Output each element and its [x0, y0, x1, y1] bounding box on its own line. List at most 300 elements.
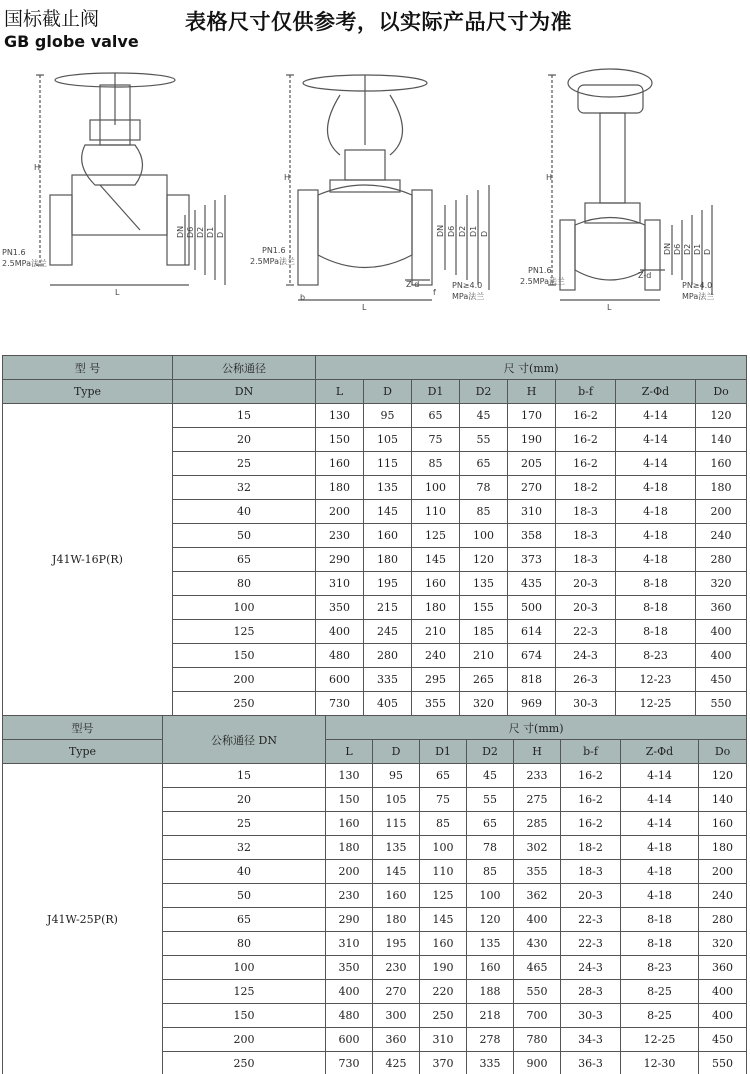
dn-cell: 32 [163, 836, 326, 860]
dimension-cell: 550 [696, 692, 747, 716]
dimension-cell: 8-23 [616, 644, 696, 668]
dimension-cell: 350 [316, 596, 364, 620]
dimension-cell: 30-3 [556, 692, 616, 716]
dimension-cell: 65 [420, 764, 467, 788]
dimension-cell: 135 [467, 932, 514, 956]
header-model-cn: 型号 [3, 716, 163, 740]
dimension-cell: 100 [460, 524, 508, 548]
dim-label-l-3: L [607, 303, 612, 312]
dimension-cell: 100 [467, 884, 514, 908]
dimension-cell: 130 [326, 764, 373, 788]
table-row [3, 404, 747, 428]
dimension-cell: 200 [326, 860, 373, 884]
dimension-cell: 450 [696, 668, 747, 692]
pn-low-label-2: 2.5MPa法兰 [2, 259, 47, 268]
dimension-cell: 22-3 [556, 620, 616, 644]
dn-cell: 50 [173, 524, 316, 548]
dimension-cell: 65 [460, 452, 508, 476]
dim-label-d2-2: D2 [458, 225, 467, 237]
dimension-cell: 160 [420, 932, 467, 956]
dimension-cell: 180 [699, 836, 747, 860]
dimension-cell: 240 [696, 524, 747, 548]
dimension-cell: 190 [508, 428, 556, 452]
dimension-cell: 75 [420, 788, 467, 812]
pn-low-label-6: 2.5MPa法兰 [520, 277, 565, 286]
column-header: D1 [412, 380, 460, 404]
dimension-cell: 4-18 [621, 884, 699, 908]
dimension-cell: 310 [316, 572, 364, 596]
dimension-cell: 310 [326, 932, 373, 956]
dimension-cell: 12-25 [621, 1028, 699, 1052]
column-header: Z-Φd [621, 740, 699, 764]
pn-low-label-3: PN1.6 [262, 246, 286, 255]
dimension-cell: 125 [412, 524, 460, 548]
dimension-cell: 360 [696, 596, 747, 620]
dimension-cell: 120 [467, 908, 514, 932]
dimension-cell: 160 [373, 884, 420, 908]
dimension-cell: 360 [699, 956, 747, 980]
column-header: b-f [556, 380, 616, 404]
dim-label-l: L [115, 288, 120, 297]
dimension-cell: 400 [699, 1004, 747, 1028]
dimension-cell: 310 [508, 500, 556, 524]
dimension-cell: 818 [508, 668, 556, 692]
dimension-cell: 8-18 [616, 572, 696, 596]
dimension-cell: 160 [412, 572, 460, 596]
dn-cell: 20 [163, 788, 326, 812]
dimension-cell: 160 [699, 812, 747, 836]
dimension-cell: 120 [460, 548, 508, 572]
dimension-cell: 16-2 [561, 788, 621, 812]
dimension-cell: 160 [316, 452, 364, 476]
dimension-cell: 16-2 [556, 404, 616, 428]
dim-label-h: H [34, 163, 41, 172]
dimension-cell: 270 [373, 980, 420, 1004]
dimension-cell: 78 [460, 476, 508, 500]
dimension-cell: 12-25 [616, 692, 696, 716]
column-header: D1 [420, 740, 467, 764]
column-header: L [316, 380, 364, 404]
dimension-cell: 430 [514, 932, 561, 956]
dimension-cell: 370 [420, 1052, 467, 1074]
dimension-cell: 18-3 [556, 500, 616, 524]
dn-cell: 150 [163, 1004, 326, 1028]
dimension-cell: 140 [696, 428, 747, 452]
dimension-cell: 405 [364, 692, 412, 716]
header-size: 尺 寸(mm) [316, 356, 747, 380]
dimension-cell: 400 [326, 980, 373, 1004]
dimension-cell: 200 [696, 500, 747, 524]
dn-cell: 15 [163, 764, 326, 788]
dimension-cell: 4-18 [621, 836, 699, 860]
dimension-cell: 400 [514, 908, 561, 932]
dn-cell: 25 [163, 812, 326, 836]
dimension-cell: 145 [373, 860, 420, 884]
dimension-cell: 210 [412, 620, 460, 644]
dimension-cell: 4-14 [616, 404, 696, 428]
dimension-cell: 8-23 [621, 956, 699, 980]
dimension-cell: 730 [326, 1052, 373, 1074]
dim-label-d6-3: D6 [673, 243, 682, 255]
dim-label-zd: Z-d [406, 280, 420, 289]
dimension-cell: 160 [364, 524, 412, 548]
dimension-cell: 278 [467, 1028, 514, 1052]
dimension-cell: 200 [316, 500, 364, 524]
dimension-cell: 350 [326, 956, 373, 980]
dimension-cell: 95 [373, 764, 420, 788]
dimension-cell: 230 [316, 524, 364, 548]
dimension-cell: 170 [508, 404, 556, 428]
dimension-cell: 362 [514, 884, 561, 908]
dimension-cell: 135 [373, 836, 420, 860]
dimension-cell: 310 [420, 1028, 467, 1052]
dimension-cell: 400 [699, 980, 747, 1004]
dimension-cell: 373 [508, 548, 556, 572]
reference-note: 表格尺寸仅供参考，以实际产品尺寸为准 [185, 10, 572, 34]
dn-cell: 50 [163, 884, 326, 908]
dimension-cell: 115 [373, 812, 420, 836]
dimension-cell: 355 [514, 860, 561, 884]
dn-cell: 65 [173, 548, 316, 572]
dimension-cell: 4-14 [621, 788, 699, 812]
dimension-cell: 20-3 [556, 596, 616, 620]
dn-cell: 200 [163, 1028, 326, 1052]
dimension-cell: 65 [467, 812, 514, 836]
dn-cell: 250 [163, 1052, 326, 1074]
dimension-cell: 233 [514, 764, 561, 788]
dimension-cell: 65 [412, 404, 460, 428]
dim-label-d6: D6 [186, 226, 195, 238]
dimension-cell: 200 [699, 860, 747, 884]
column-header: Do [696, 380, 747, 404]
dimension-cell: 16-2 [556, 452, 616, 476]
dimension-cell: 105 [373, 788, 420, 812]
dimension-cell: 100 [412, 476, 460, 500]
dimension-cell: 95 [364, 404, 412, 428]
dimension-cell: 100 [420, 836, 467, 860]
dim-label-d6-2: D6 [447, 225, 456, 237]
dim-label-d-3: D [703, 248, 712, 255]
dimension-cell: 290 [316, 548, 364, 572]
dimension-cell: 20-3 [556, 572, 616, 596]
dimension-cell: 280 [364, 644, 412, 668]
dimension-cell: 150 [326, 788, 373, 812]
column-header: D2 [460, 380, 508, 404]
dimension-cell: 180 [412, 596, 460, 620]
dimension-cell: 285 [514, 812, 561, 836]
dimension-cell: 230 [326, 884, 373, 908]
column-header: Do [699, 740, 747, 764]
header-size: 尺 寸(mm) [326, 716, 747, 740]
dimension-cell: 250 [420, 1004, 467, 1028]
dimension-cell: 8-25 [621, 980, 699, 1004]
dimension-cell: 110 [420, 860, 467, 884]
dimension-cell: 85 [420, 812, 467, 836]
dimension-cell: 16-2 [556, 428, 616, 452]
dimension-cell: 180 [364, 548, 412, 572]
dn-cell: 200 [173, 668, 316, 692]
dimension-cell: 400 [696, 644, 747, 668]
dimension-cell: 480 [316, 644, 364, 668]
dimension-cell: 145 [420, 908, 467, 932]
dimension-cell: 355 [412, 692, 460, 716]
column-header: D [364, 380, 412, 404]
dim-label-d1-2: D1 [469, 225, 478, 237]
header-model-en: Type [3, 740, 163, 764]
table-row [3, 764, 747, 788]
dimension-cell: 30-3 [561, 1004, 621, 1028]
dimension-cell: 135 [460, 572, 508, 596]
dimension-cell: 400 [316, 620, 364, 644]
dimension-cell: 360 [373, 1028, 420, 1052]
dimension-cell: 130 [316, 404, 364, 428]
dimension-cell: 335 [364, 668, 412, 692]
dn-cell: 125 [163, 980, 326, 1004]
dimension-cell: 230 [373, 956, 420, 980]
dim-label-d: D [216, 231, 225, 238]
dimension-cell: 85 [467, 860, 514, 884]
column-header: D2 [467, 740, 514, 764]
dimension-cell: 425 [373, 1052, 420, 1074]
dim-label-b: b [300, 293, 306, 302]
header-dn-en: DN [173, 380, 316, 404]
dimension-cell: 295 [412, 668, 460, 692]
pn-high-label-1: PN≥4.0 [452, 281, 483, 290]
model-cell: J41W-25P(R) [3, 764, 163, 1074]
dimension-cell: 85 [460, 500, 508, 524]
dimension-cell: 302 [514, 836, 561, 860]
dimension-cell: 16-2 [561, 764, 621, 788]
dimension-cell: 4-18 [616, 524, 696, 548]
dim-label-h-3: H [546, 173, 553, 182]
dim-label-d-2: D [480, 230, 489, 237]
dimension-cell: 12-23 [616, 668, 696, 692]
dimension-cell: 8-18 [621, 908, 699, 932]
dimension-cell: 320 [696, 572, 747, 596]
dn-cell: 65 [163, 908, 326, 932]
dimension-cell: 18-2 [561, 836, 621, 860]
dimension-cell: 240 [412, 644, 460, 668]
dimension-cell: 270 [508, 476, 556, 500]
dim-label-d1-3: D1 [693, 243, 702, 255]
dimension-cell: 320 [699, 932, 747, 956]
dimension-cell: 22-3 [561, 908, 621, 932]
dimension-cell: 500 [508, 596, 556, 620]
dimension-cell: 600 [326, 1028, 373, 1052]
dimension-cell: 275 [514, 788, 561, 812]
dimension-cell: 135 [364, 476, 412, 500]
dimension-cell: 195 [373, 932, 420, 956]
dimension-cell: 195 [364, 572, 412, 596]
dimension-cell: 18-2 [556, 476, 616, 500]
dimension-cell: 160 [696, 452, 747, 476]
dimension-cell: 300 [373, 1004, 420, 1028]
valve-drawing-3 [548, 69, 715, 301]
pn-low-label-4: 2.5MPa法兰 [250, 257, 295, 266]
dimension-cell: 110 [412, 500, 460, 524]
dimension-cell: 8-25 [621, 1004, 699, 1028]
dimension-cell: 265 [460, 668, 508, 692]
pn-high-label-3: PN≥4.0 [682, 281, 713, 290]
dimension-cell: 780 [514, 1028, 561, 1052]
dimension-cell: 188 [467, 980, 514, 1004]
dimension-cell: 105 [364, 428, 412, 452]
dimension-cell: 8-18 [616, 620, 696, 644]
dimension-cell: 4-14 [616, 452, 696, 476]
dimension-cell: 34-3 [561, 1028, 621, 1052]
dimension-cell: 465 [514, 956, 561, 980]
dimension-cell: 55 [460, 428, 508, 452]
dimension-cell: 22-3 [561, 932, 621, 956]
dimension-cell: 320 [460, 692, 508, 716]
dimension-cell: 185 [460, 620, 508, 644]
dn-cell: 25 [173, 452, 316, 476]
dim-label-d2: D2 [196, 226, 205, 238]
dimension-cell: 28-3 [561, 980, 621, 1004]
dn-cell: 100 [173, 596, 316, 620]
dimension-cell: 150 [316, 428, 364, 452]
dn-cell: 80 [173, 572, 316, 596]
title-chinese: 国标截止阀 [4, 8, 100, 30]
pn-high-label-2: MPa法兰 [452, 292, 485, 301]
dim-label-l-2: L [362, 303, 367, 312]
dn-cell: 125 [173, 620, 316, 644]
dimension-cell: 120 [696, 404, 747, 428]
dimension-cell: 145 [364, 500, 412, 524]
dimension-cell: 400 [696, 620, 747, 644]
dimension-cell: 8-18 [616, 596, 696, 620]
dimension-cell: 85 [412, 452, 460, 476]
dimension-cell: 20-3 [561, 884, 621, 908]
dimension-cell: 26-3 [556, 668, 616, 692]
dimension-cell: 220 [420, 980, 467, 1004]
dim-label-f: f [433, 288, 436, 297]
dimension-cell: 45 [467, 764, 514, 788]
dimension-cell: 4-18 [616, 476, 696, 500]
dimension-cell: 290 [326, 908, 373, 932]
pn-low-label-5: PN1.6 [528, 266, 552, 275]
dimension-cell: 240 [699, 884, 747, 908]
header-dn: 公称通径 DN [163, 716, 326, 764]
dimension-cell: 180 [316, 476, 364, 500]
dimension-cell: 700 [514, 1004, 561, 1028]
dimension-cell: 280 [696, 548, 747, 572]
dimension-cell: 18-3 [556, 548, 616, 572]
dimension-cell: 245 [364, 620, 412, 644]
dimension-cell: 4-18 [616, 548, 696, 572]
dn-cell: 40 [163, 860, 326, 884]
dn-cell: 32 [173, 476, 316, 500]
dimension-cell: 600 [316, 668, 364, 692]
dimension-cell: 36-3 [561, 1052, 621, 1074]
dimension-cell: 18-3 [561, 860, 621, 884]
dn-cell: 250 [173, 692, 316, 716]
dimension-cell: 180 [696, 476, 747, 500]
dimension-cell: 210 [460, 644, 508, 668]
dimension-cell: 160 [326, 812, 373, 836]
dimension-cell: 435 [508, 572, 556, 596]
column-header: H [508, 380, 556, 404]
dimension-cell: 900 [514, 1052, 561, 1074]
dimension-cell: 614 [508, 620, 556, 644]
dimension-cell: 180 [373, 908, 420, 932]
dimension-cell: 215 [364, 596, 412, 620]
valve-drawing-2 [286, 75, 489, 300]
dimension-cell: 4-14 [616, 428, 696, 452]
dimension-cell: 450 [699, 1028, 747, 1052]
pn-high-label-4: MPa法兰 [682, 292, 715, 301]
dimension-cell: 24-3 [556, 644, 616, 668]
valve-drawing-1 [36, 73, 225, 285]
column-header: Z-Φd [616, 380, 696, 404]
dimension-cell: 75 [412, 428, 460, 452]
model-cell: J41W-16P(R) [3, 404, 173, 716]
dim-label-dn-2: DN [436, 224, 445, 237]
dim-label-dn: DN [176, 225, 185, 238]
dimension-cell: 674 [508, 644, 556, 668]
dimension-cell: 4-18 [616, 500, 696, 524]
dimension-cell: 8-18 [621, 932, 699, 956]
dn-cell: 150 [173, 644, 316, 668]
dn-cell: 20 [173, 428, 316, 452]
dimension-cell: 4-18 [621, 860, 699, 884]
dimension-cell: 140 [699, 788, 747, 812]
dim-label-d2-3: D2 [683, 243, 692, 255]
dimension-cell: 24-3 [561, 956, 621, 980]
column-header: D [373, 740, 420, 764]
dimension-cell: 55 [467, 788, 514, 812]
header-model-en: Type [3, 380, 173, 404]
dimension-cell: 160 [467, 956, 514, 980]
dn-cell: 100 [163, 956, 326, 980]
column-header: H [514, 740, 561, 764]
dimension-cell: 155 [460, 596, 508, 620]
dimension-cell: 550 [514, 980, 561, 1004]
valve-drawings [0, 55, 750, 315]
dimension-cell: 969 [508, 692, 556, 716]
dimension-cell: 125 [420, 884, 467, 908]
column-header: b-f [561, 740, 621, 764]
column-header: L [326, 740, 373, 764]
dimension-cell: 190 [420, 956, 467, 980]
dn-cell: 40 [173, 500, 316, 524]
dim-label-d1: D1 [206, 226, 215, 238]
dimension-cell: 358 [508, 524, 556, 548]
dimension-cell: 16-2 [561, 812, 621, 836]
dimension-cell: 18-3 [556, 524, 616, 548]
dim-label-dn-3: DN [663, 242, 672, 255]
title-english: GB globe valve [4, 32, 139, 51]
dim-label-h-2: H [284, 173, 291, 182]
dimension-cell: 145 [412, 548, 460, 572]
dimension-cell: 12-30 [621, 1052, 699, 1074]
header-model-cn: 型 号 [3, 356, 173, 380]
dimension-cell: 120 [699, 764, 747, 788]
dimension-cell: 280 [699, 908, 747, 932]
dimension-cell: 78 [467, 836, 514, 860]
dim-label-zd-2: Z-d [638, 271, 652, 280]
spec-table-25p [2, 715, 747, 1074]
dimension-cell: 218 [467, 1004, 514, 1028]
dimension-cell: 180 [326, 836, 373, 860]
dimension-cell: 4-14 [621, 812, 699, 836]
dimension-cell: 335 [467, 1052, 514, 1074]
header-dn-cn: 公称通径 [173, 356, 316, 380]
dimension-cell: 205 [508, 452, 556, 476]
dn-cell: 80 [163, 932, 326, 956]
spec-table-16p [2, 355, 747, 716]
dimension-cell: 550 [699, 1052, 747, 1074]
